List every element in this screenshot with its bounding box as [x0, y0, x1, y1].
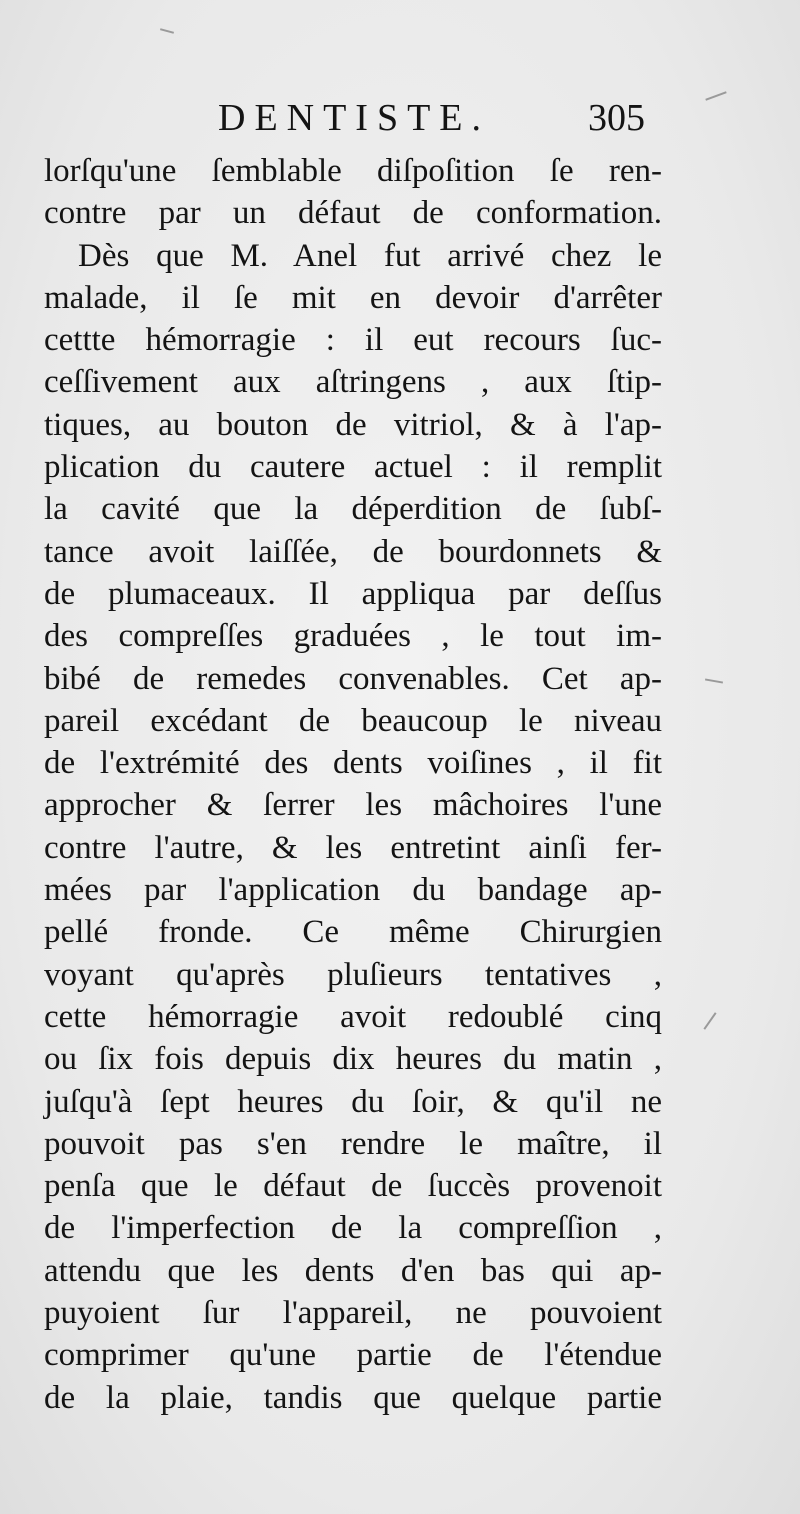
text-line: attendu que les dents d'en bas qui ap- [44, 1252, 662, 1289]
text-line: de l'imperfection de la compreſſion , [44, 1210, 662, 1247]
paper-speck [160, 28, 174, 34]
text-line: ou ſix fois depuis dix heures du matin , [44, 1041, 662, 1078]
text-line: ceſſivement aux aſtringens , aux ſtip- [44, 364, 662, 401]
paper-speck [705, 678, 723, 683]
text-line: plication du cautere actuel : il remplit [44, 449, 662, 486]
text-line: pellé fronde. Ce même Chirurgien [44, 914, 662, 951]
text-line: cette hémorragie avoit redoublé cinq [44, 998, 662, 1035]
text-line: comprimer qu'une partie de l'étendue [44, 1337, 662, 1374]
text-line: cettte hémorragie : il eut recours ſuc- [44, 322, 662, 359]
text-line: pouvoit pas s'en rendre le maître, il [44, 1125, 662, 1162]
text-line: lorſqu'une ſemblable diſpoſition ſe ren- [44, 153, 662, 189]
text-line: voyant qu'après pluſieurs tentatives , [44, 956, 662, 993]
page-number: 305 [588, 97, 645, 139]
text-line: de plumaceaux. Il appliqua par deſſus [44, 575, 662, 612]
text-line: la cavité que la déperdition de ſubſ- [44, 491, 662, 528]
text-line: contre l'autre, & les entretint ainſi fer- [44, 829, 662, 866]
text-line: des compreſſes graduées , le tout im- [44, 618, 662, 655]
text-line: tance avoit laiſſée, de bourdonnets & [44, 533, 662, 570]
text-line: approcher & ſerrer les mâchoires l'une [44, 787, 662, 824]
body-text [44, 150, 664, 1419]
running-title: DENTISTE. [218, 97, 491, 139]
text-line: mées par l'application du bandage ap- [44, 872, 662, 909]
text-line: bibé de remedes convenables. Cet ap- [44, 660, 662, 697]
text-line: puyoient ſur l'appareil, ne pouvoient [44, 1295, 662, 1332]
text-line: tiques, au bouton de vitriol, & à l'ap- [44, 406, 662, 443]
text-line: penſa que le défaut de ſuccès provenoit [44, 1168, 662, 1205]
text-line: Dès que M. Anel fut arrivé chez le [78, 237, 662, 274]
page-header [0, 96, 800, 156]
paper-speck [703, 1012, 716, 1030]
text-line: de la plaie, tandis que quelque partie [44, 1379, 662, 1416]
text-line: contre par un défaut de conformation. [44, 195, 662, 232]
text-line: juſqu'à ſept heures du ſoir, & qu'il ne [44, 1083, 662, 1120]
text-line: malade, il ſe mit en devoir d'arrêter [44, 279, 662, 316]
text-line: pareil excédant de beaucoup le niveau [44, 702, 662, 739]
text-line: de l'extrémité des dents voiſines , il fit [44, 745, 662, 782]
